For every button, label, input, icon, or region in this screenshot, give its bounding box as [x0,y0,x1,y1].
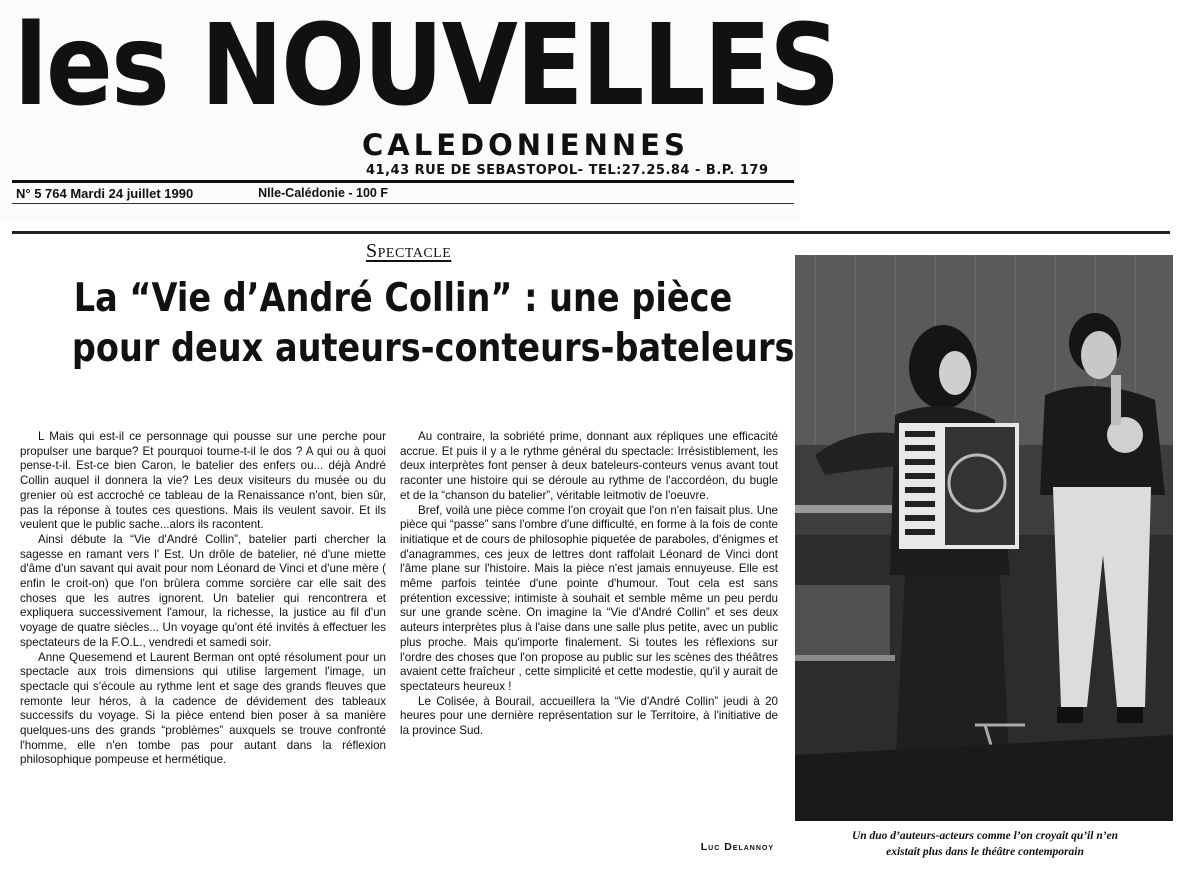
section-rubric: Spectacle [366,240,452,262]
newspaper-title: les NOUVELLES [14,1,839,131]
caption-line-2: existait plus dans le théâtre contemporain [886,846,1084,858]
paragraph: Ainsi débute la “Vie d'André Collin”, batelier parti chercher la sagesse en ramant vers l' Est. Un drôle de batelier, né d'une miette d'âme d'un savant qui avait pour nom Léonard de Vinci et d'une mère ( enfin le croit-on) que l'on brûlera comme sorcière car elle sait des choses que les autres ignorent. Un batelier qui rencontrera et expliquera successivement l'amour, la richesse, la justice au fil d'un voyage de quatre siècles... Un voyage qu'ont été invités à effectuer les spectateurs de la F.O.L., vendredi et samedi soir. [20,532,386,649]
headline-line-2: pour deux auteurs-conteurs-bateleurs [71,326,795,371]
article-body [20,430,780,870]
article-column-2 [400,430,778,739]
paragraph: Le Colisée, à Bourail, accueillera la “Vie d'André Collin” jeudi à 20 heures pour une dernière représentation sur le Territoire, à l'initiative de la province Sud. [400,694,778,738]
masthead-rule-thin [12,203,794,204]
newspaper-address: 41,43 RUE DE SEBASTOPOL- TEL:27.25.84 - B.P. 179 [366,163,769,178]
page-rule [12,231,1170,234]
headline-line-1: La “Vie d’André Collin” : une pièce [73,276,733,321]
masthead-rule [12,180,794,183]
paragraph: Anne Quesemend et Laurent Berman ont opté résolument pour un spectacle aux trois dimensions qui utilise largement l'image, un spectacle qui s'écoule au rythme lent et sage des grands fleuves que remonte leur héros, à la cadence de dévidement des tableaux successifs du voyage. Si la pièce entend bien poser à sa manière quelques-uns des grands “problèmes” auxquels se trouve confronté l'homme, elle n'en tombe pas pour autant dans la réflexion philosophique pompeuse et hermétique. [20,650,386,767]
performers-photo [795,255,1173,821]
paragraph: Au contraire, la sobriété prime, donnant aux répliques une efficacité accrue. Et puis il y a le rythme général du spectacle: Irrésistiblement, les deux interprètes font penser à deux bateleurs-conteurs venus avant tout raconter une histoire qui se déroule au rythme de l'accordéon, du bugle et de la “chanson du batelier”, véritable leitmotiv de l'oeuvre. [400,430,778,502]
photo-illustration [795,255,1173,821]
paragraph: L Mais qui est-il ce personnage qui pousse sur une perche pour propulser une barque? Et pourquoi tourne-t-il le dos ? A qui ou à quoi pense-t-il. Est-ce bien Caron, le batelier des enfers ou... déjà André Collin auquel il donnera la vie? Les deux visiteurs du musée ou du grenier où est accroché ce tableau de la Renaissance n'ont, bien sûr, pas la réponse à toutes ces questions. Mais ils veulent savoir. Et ils veulent que le public sache...alors ils racontent. [20,430,386,532]
byline: Luc Delannoy [700,841,774,853]
photo-caption [800,828,1170,860]
article-column-1 [20,430,386,768]
caption-line-1: Un duo d’auteurs-acteurs comme l’on croyait qu’il n’en [851,830,1119,842]
headline [71,274,795,374]
paragraph: Bref, voilà une pièce comme l'on croyait que l'on n'en faisait plus. Une pièce qui “passe” sans l'ombre d'une difficulté, en forme à la fois de conte initiatique et de cours de philosophie piquetée de paraboles, d'énigmes et d'anagrammes, ces jeux de lettres dont raffolait Léonard de Vinci dont l'âme plane sur l'histoire. Mais la pièce n'est jamais ennuyeuse. Elle est même parfois teintée d'une pointe d'humour. Tout cela est sans prétention excessive; intimiste à souhait et semble même un peu perdu sur une grande scène. On imagine la “Vie d'André Collin” et ses deux auteurs interprètes plus à l'aise dans une salle plus petite, avec un public plus proche. Mais qu'importe finalement. Si toutes les réflexions sur l'ordre des choses que l'on propose au public sur les scènes des théâtres avaient cette fraîcheur , cette simplicité et cette modestie, qu'il y aurait de spectateurs heureux ! [400,503,778,693]
newspaper-subtitle: CALEDONIENNES [362,128,689,162]
region-price: Nlle-Calédonie - 100 F [258,186,388,200]
issue-date: N° 5 764 Mardi 24 juillet 1990 [16,186,194,201]
masthead [0,0,839,222]
